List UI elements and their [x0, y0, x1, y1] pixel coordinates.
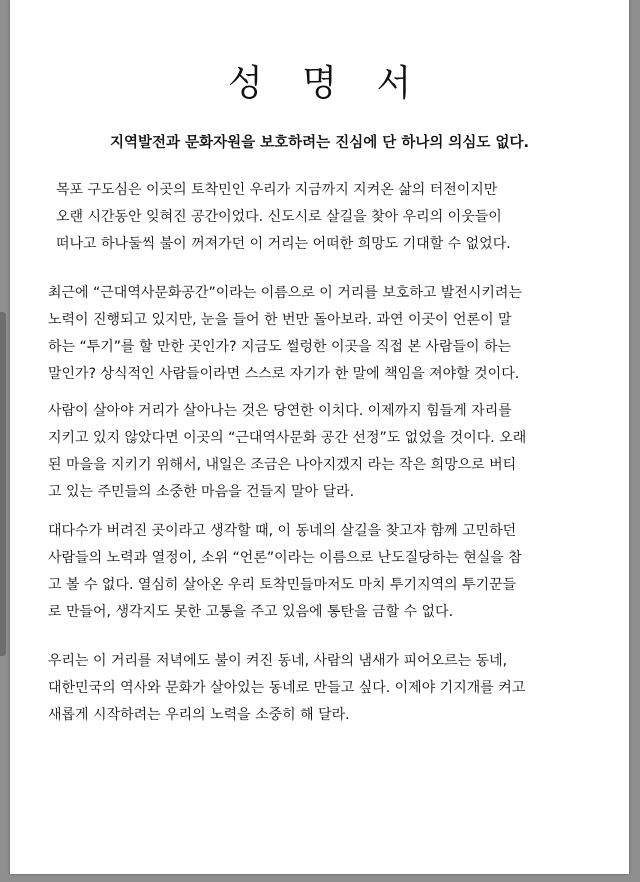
paragraph-line: 사람들의 노력과 열정이, 소위 “언론”이라는 이름으로 난도질당하는 현실을 참: [48, 550, 522, 566]
paragraph-line: 된 마을을 지키기 위해서, 내일은 조금은 나아지겠지 라는 작은 희망으로 버티: [48, 457, 517, 473]
paragraph-line: 목포 구도심은 이곳의 토착민인 우리가 지금까지 지켜온 삶의 터전이지만: [56, 182, 498, 198]
document-page: [10, 0, 629, 874]
page-title: 성 명 서: [227, 63, 426, 104]
paragraph-line: 오랜 시간동안 잊혀진 공간이었다. 신도시로 살길을 찾아 우리의 이웃들이: [56, 209, 502, 225]
paragraph-line: 떠나고 하나둘씩 불이 꺼져가던 이 거리는 어떠한 희망도 기대할 수 없었다.: [56, 236, 511, 252]
paragraph-line: 대다수가 버려진 곳이라고 생각할 때, 이 동네의 살길을 찾고자 함께 고민하던: [48, 523, 517, 539]
paragraph-line: 말인가? 상식적인 사람들이라면 스스로 자기가 한 말에 책임을 져야할 것이다.: [48, 366, 520, 382]
paragraph-line: 고 볼 수 없다. 열심히 살아온 우리 토착민들마저도 마치 투기지역의 투기꾼들: [48, 577, 517, 593]
paragraph-line: 새롭게 시작하려는 우리의 노력을 소중히 해 달라.: [48, 707, 350, 723]
paragraph-line: 지키고 있지 않았다면 이곳의 “근대역사문화 공간 선정”도 없었을 것이다. 오래: [48, 430, 527, 446]
paragraph-line: 고 있는 주민들의 소중한 마음을 건들지 말아 달라.: [48, 484, 355, 500]
paragraph-3: [48, 398, 588, 506]
paragraph-line: 사람이 살아야 거리가 살아나는 것은 당연한 이치다. 이제까지 힘들게 자리를: [48, 403, 512, 419]
paragraph-line: 로 만들어, 생각지도 못한 고통을 주고 있음에 통탄을 금할 수 없다.: [48, 604, 454, 620]
page-subtitle: 지역발전과 문화자원을 보호하려는 진심에 단 하나의 의심도 없다.: [109, 135, 530, 151]
paragraph-line: 우리는 이 거리를 저녁에도 불이 켜진 동네, 사람의 냄새가 피어오르는 동네,: [48, 653, 508, 669]
paragraph-line: 노력이 진행되고 있지만, 눈을 들어 한 번만 돌아보라. 과연 이곳이 언론이 말: [48, 312, 512, 328]
paragraph-line: 하는 “투기”를 할 만한 곳인가? 지금도 썰렁한 이곳을 직접 본 사람들이 하는: [48, 339, 512, 355]
paragraph-5: [48, 648, 588, 729]
paragraph-4: [48, 518, 588, 626]
paragraph-line: 최근에 “근대역사문화공간”이라는 이름으로 이 거리를 보호하고 발전시키려는: [48, 285, 522, 301]
paragraph-line: 대한민국의 역사와 문화가 살아있는 동네로 만들고 싶다. 이제야 기지개를 켜고: [48, 680, 526, 696]
paragraph-2: [48, 280, 588, 388]
scroll-indicator[interactable]: [0, 312, 6, 656]
paragraph-1: [56, 177, 596, 258]
